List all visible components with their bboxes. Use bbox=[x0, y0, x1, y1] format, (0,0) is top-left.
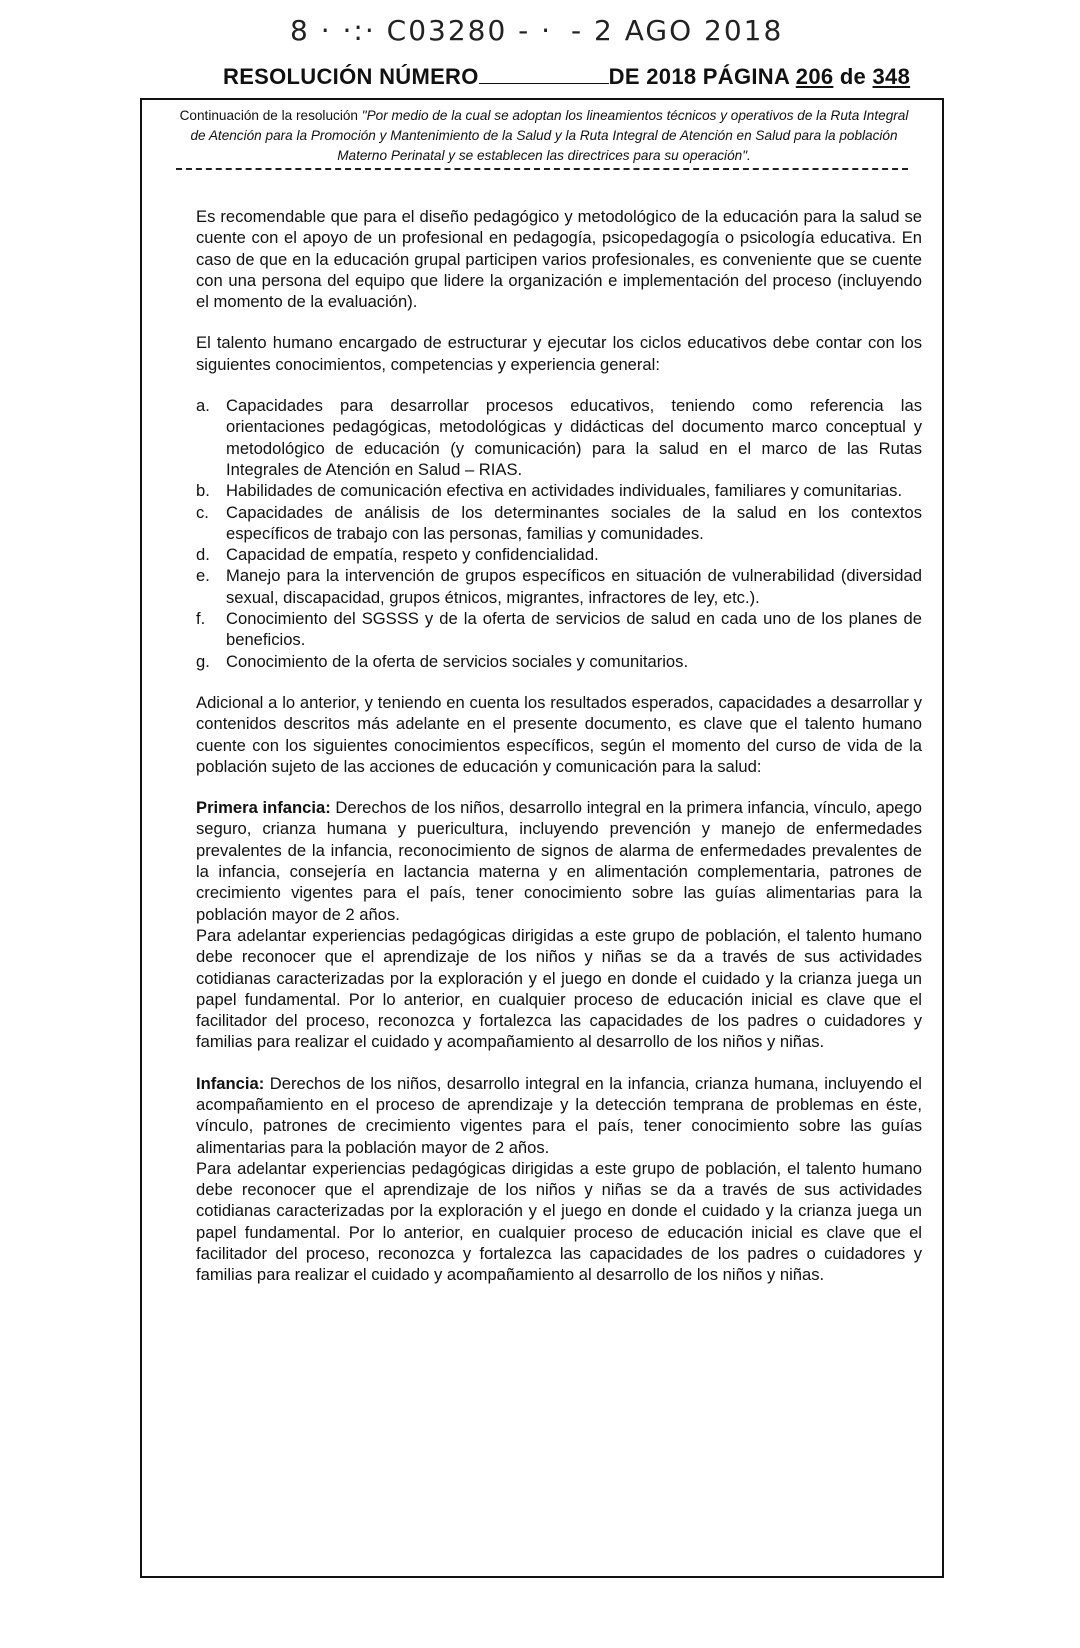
primera-infancia-paragraph-2: Para adelantar experiencias pedagógicas dirigidas a este grupo de población, el talento humano debe reconocer que el aprendizaje de los niños y niñas se da a través de sus actividades cotidianas caracterizadas por la exploración y el juego en donde el cuidado y la crianza juega un papel fundamental. Por lo anterior, en cualquier proceso de educación inicial es clave que el facilitador del proceso, reconozca y fortalezca las capacidades de los padres o cuidadores y familias para realizar el cuidado y acompañamiento al desarrollo de los niños y niñas. bbox=[196, 925, 922, 1052]
header-prefix: RESOLUCIÓN NÚMERO bbox=[223, 64, 479, 89]
continuation-quote: "Por medio de la cual se adoptan los lineamientos técnicos y operativos de la Ruta Integral de Atención para la Promoción y Mantenimiento de la Salud y la Ruta Integral de Atención en Salud para la población Materno Perinatal y se establecen las directrices para su operación". bbox=[190, 108, 909, 163]
primera-infancia-paragraph bbox=[196, 797, 922, 925]
resolution-stamp bbox=[290, 14, 783, 47]
list-item: d. Capacidad de empatía, respeto y confidencialidad. bbox=[196, 545, 599, 565]
page-total: 348 bbox=[872, 64, 911, 89]
resolution-number-line bbox=[479, 65, 609, 84]
primera-infancia-text: Derechos de los niños, desarrollo integral en la primera infancia, vínculo, apego seguro, crianza humana y puericultura, incluyendo prevención y manejo de enfermedades prevalentes de la infancia, reconocimiento de signos de alarma de enfermedades prevalentes de la infancia, consejería en lactancia materna y en alimentación complementaria, patrones de crecimiento vigentes para el país, tener conocimiento sobre las guías alimentarias para la población mayor de 2 años. bbox=[196, 798, 922, 924]
dashed-divider bbox=[176, 168, 908, 170]
page-header bbox=[223, 64, 910, 90]
list-item: b. Habilidades de comunicación efectiva en actividades individuales, familiares y comunitarias. bbox=[196, 481, 903, 501]
list-item: g. Conocimiento de la oferta de servicios sociales y comunitarios. bbox=[196, 651, 689, 671]
document-body bbox=[196, 206, 922, 1306]
infancia-paragraph-2: Para adelantar experiencias pedagógicas dirigidas a este grupo de población, el talento humano debe reconocer que el aprendizaje de los niños y niñas se da a través de sus actividades cotidianas caracterizadas por la exploración y el juego en donde el cuidado y la crianza juega un papel fundamental. Por lo anterior, en cualquier proceso de educación inicial es clave que el facilitador del proceso, reconozca y fortalezca las capacidades de los padres o cuidadores y familias para realizar el cuidado y acompañamiento al desarrollo de los niños y niñas. bbox=[196, 1158, 922, 1285]
competency-list bbox=[196, 395, 922, 672]
stamp-date: - 2 AGO 2018 bbox=[570, 14, 784, 47]
primera-infancia-label: Primera infancia: bbox=[196, 798, 331, 818]
paragraph-1: Es recomendable que para el diseño pedagógico y metodológico de la educación para la salud se cuente con el apoyo de un profesional en pedagogía, psicopedagogía o psicología educativa. En caso de que en la educación grupal participen varios profesionales, es conveniente que se cuente con una persona del equipo que lidere la organización e implementación del proceso (incluyendo el momento de la evaluación). bbox=[196, 207, 922, 312]
list-item: f. Conocimiento del SGSSS y de la oferta de servicios de salud en cada uno de los planes de beneficios. bbox=[196, 609, 922, 650]
list-item: c. Capacidades de análisis de los determinantes sociales de la salud en los contextos específicos de trabajo con las personas, familias y comunidades. bbox=[196, 502, 922, 543]
stamp-number: 8 · ·:· C03280 - · bbox=[290, 14, 553, 47]
paragraph-2: El talento humano encargado de estructurar y ejecutar los ciclos educativos debe contar con los siguientes conocimientos, competencias y experiencia general: bbox=[196, 333, 922, 374]
list-item: e. Manejo para la intervención de grupos específicos en situación de vulnerabilidad (diversidad sexual, discapacidad, grupos étnicos, migrantes, infractores de ley, etc.). bbox=[196, 566, 922, 607]
continuation-lead: Continuación de la resolución bbox=[179, 108, 358, 123]
infancia-paragraph bbox=[196, 1073, 922, 1158]
infancia-text: Derechos de los niños, desarrollo integral en la infancia, crianza humana, incluyendo el acompañamiento en el proceso de aprendizaje y la detección temprana de problemas en éste, vínculo, patrones de crecimiento vigentes para el país, tener conocimiento sobre las guías alimentarias para la población mayor de 2 años. bbox=[196, 1073, 922, 1157]
list-item: a. Capacidades para desarrollar procesos educativos, teniendo como referencia las orientaciones pedagógicas, metodológicas y didácticas del documento marco conceptual y metodológico de educación (y comunicación) para la salud en el marco de las Rutas Integrales de Atención en Salud – RIAS. bbox=[196, 396, 922, 479]
infancia-label: Infancia: bbox=[196, 1073, 265, 1093]
continuation-note bbox=[172, 106, 916, 166]
paragraph-3: Adicional a lo anterior, y teniendo en cuenta los resultados esperados, capacidades a desarrollar y contenidos descritos más adelante en el presente documento, es clave que el talento humano cuente con los siguientes conocimientos específicos, según el momento del curso de vida de la población sujeto de las acciones de educación y comunicación para la salud: bbox=[196, 692, 922, 776]
page-number: 206 bbox=[795, 64, 834, 89]
header-middle: DE 2018 PÁGINA bbox=[608, 64, 790, 89]
header-of: de bbox=[839, 64, 867, 89]
